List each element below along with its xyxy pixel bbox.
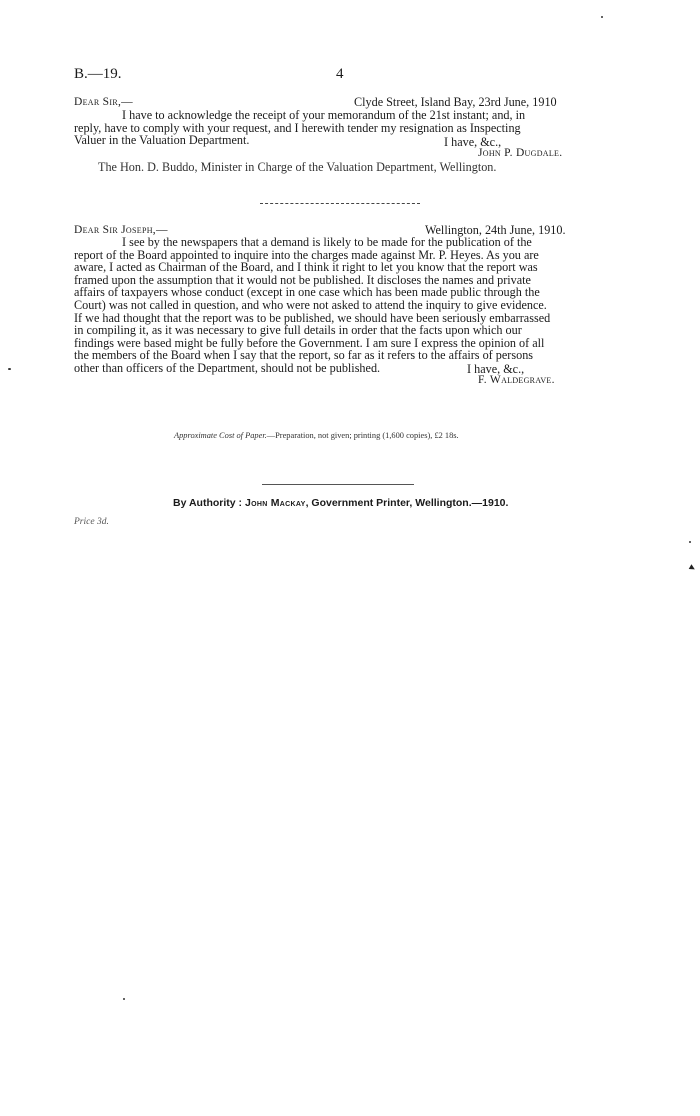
letter1-body-line: I have to acknowledge the receipt of your memorandum of the 21st instant; and, in [122,108,526,122]
imprint-suffix: , Government Printer, Wellington.—1910. [305,497,509,509]
cost-text: —Preparation, not given; printing (1,600 copies), £2 18s. [266,431,459,440]
document-reference: B.—19. [74,66,122,82]
imprint-prefix: By Authority : [173,497,243,509]
letter2-signature: F. Waldegrave. [478,374,555,386]
letter2-closing: I have, &c., [467,362,525,376]
letter2-body-line: the members of the Board when I say that the report, so far as it refers to the affairs of persons [74,348,534,363]
letter2-body-line: findings were based might be fully before the Government. I am sure I express the opinion of all [74,335,545,350]
letter1-body-line: reply, have to comply with your request, and I herewith tender my resignation as Inspecting [74,120,521,135]
letter2-place-date: Wellington, 24th June, 1910. [425,223,566,237]
section-separator [260,203,420,204]
letter1-signature: John P. Dugdale. [478,147,563,159]
letter1-closing: I have, &c., [444,135,502,149]
letter2-body-line: other than officers of the Department, should not be published. [74,360,381,375]
letter2-body-line: framed upon the assumption that it would not be published. It discloses the names and private [74,272,531,287]
scan-speck [123,998,125,1000]
scan-speck [689,541,691,543]
letter2-body-line: affairs of taxpayers whose conduct (except in one case which has been made public through the [74,285,540,300]
letter2-body [74,236,604,375]
letter2-body-line: aware, I acted as Chairman of the Board, and I think it right to let you know that the report was [74,260,538,275]
letter1-place-date: Clyde Street, Island Bay, 23rd June, 1910 [354,95,557,109]
letter1-body-line: Valuer in the Valuation Department. [74,133,250,148]
cost-label: Approximate Cost of Paper. [174,431,267,440]
letter2-salutation: Dear Sir Joseph,— [74,224,168,236]
letter2-body-line: Court) was not called in question, and who were not asked to attend the inquiry to give evidence. [74,297,547,312]
price: Price 3d. [74,517,109,527]
page-number: 4 [336,66,344,82]
scan-speck [601,16,603,18]
letter2-body-line: I see by the newspapers that a demand is likely to be made for the publication of the [122,235,532,249]
scan-mark: ▸ [687,561,698,575]
letter2-body-line: in compiling it, as it was necessary to give full details in order that the facts upon which our [74,323,522,338]
footer-rule [262,484,414,485]
letter2-body-line: report of the Board appointed to inquire into the charges made against Mr. P. Heyes. As you are [74,247,539,262]
scan-speck [8,368,11,370]
letter1-salutation: Dear Sir,— [74,96,133,108]
letter2-body-line: If we had thought that the report was to be published, we should have been seriously embarrassed [74,310,551,325]
cost-note [174,431,459,440]
letter1-addressee: The Hon. D. Buddo, Minister in Charge of the Valuation Department, Wellington. [98,160,497,174]
letter1-body [74,109,604,147]
printer-name: John Mackay [244,497,306,509]
printer-imprint [173,497,508,509]
